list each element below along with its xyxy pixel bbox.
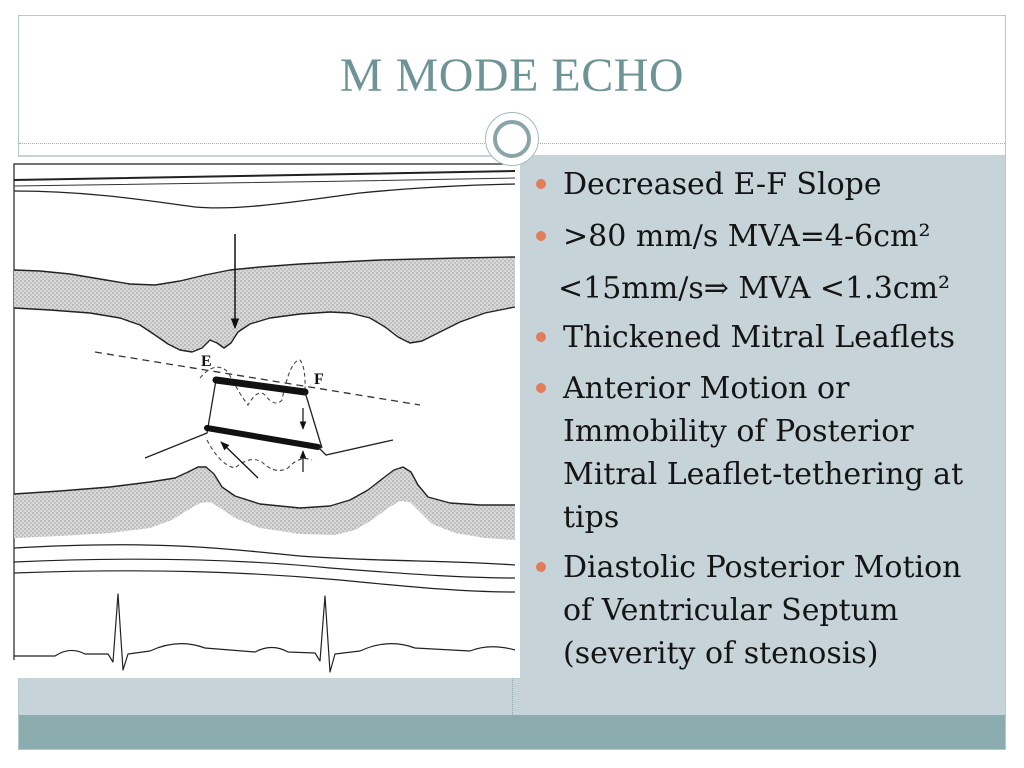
chest-wall-line <box>14 171 515 180</box>
bullet-text: Diastolic Posterior Motion <box>563 550 962 585</box>
pericardium-line <box>14 545 515 565</box>
bullet-text: of Ventricular Septum <box>563 593 899 628</box>
bullet-item <box>563 546 962 675</box>
posterior-wall-band <box>14 467 515 540</box>
bullet-item <box>563 163 882 206</box>
bullet-marker <box>536 231 546 241</box>
slide-title: M MODE ECHO <box>339 49 685 102</box>
anterior-leaflet-line <box>145 380 216 458</box>
ecg-trace <box>14 594 515 672</box>
bullet-text: Mitral Leaflet-tethering at <box>563 457 964 492</box>
bullet-item <box>563 215 931 258</box>
bullet-marker <box>536 562 546 572</box>
m-mode-echo-diagram <box>0 157 520 678</box>
bullet-text: >80 mm/s MVA=4-6cm² <box>563 219 931 254</box>
bullet-item <box>563 367 963 539</box>
bullet-marker <box>536 383 546 393</box>
diagram-frame <box>14 164 515 660</box>
pericardium-line <box>14 571 515 592</box>
label-e: E <box>201 353 212 370</box>
circle-ornament-ring <box>493 120 531 158</box>
bullet-continuation <box>558 267 950 310</box>
circle-ornament <box>485 112 539 166</box>
anterior-leaflet <box>216 380 305 392</box>
leaflet-arrow <box>221 442 258 478</box>
bullet-text: Immobility of Posterior <box>563 414 914 449</box>
bullet-marker <box>536 179 546 189</box>
e-f-slope-line <box>95 352 420 405</box>
m-mode-echo-image <box>0 157 520 678</box>
bullet-item <box>563 316 955 359</box>
bullet-text: Thickened Mitral Leaflets <box>563 320 955 355</box>
posterior-leaflet-line <box>318 440 393 455</box>
anterior-leaflet-line <box>305 392 322 448</box>
bullet-text: tips <box>563 500 620 535</box>
bullet-text: (severity of stenosis) <box>563 636 879 671</box>
septum-band <box>14 257 515 352</box>
label-f: F <box>314 371 324 388</box>
right-ventricle-wall-line <box>14 184 515 208</box>
bullet-text: <15mm/s⇒ MVA <1.3cm² <box>558 271 951 306</box>
bullet-marker <box>536 332 546 342</box>
bullet-text: Anterior Motion or <box>563 371 850 406</box>
bullet-text: Decreased E-F Slope <box>563 167 882 202</box>
